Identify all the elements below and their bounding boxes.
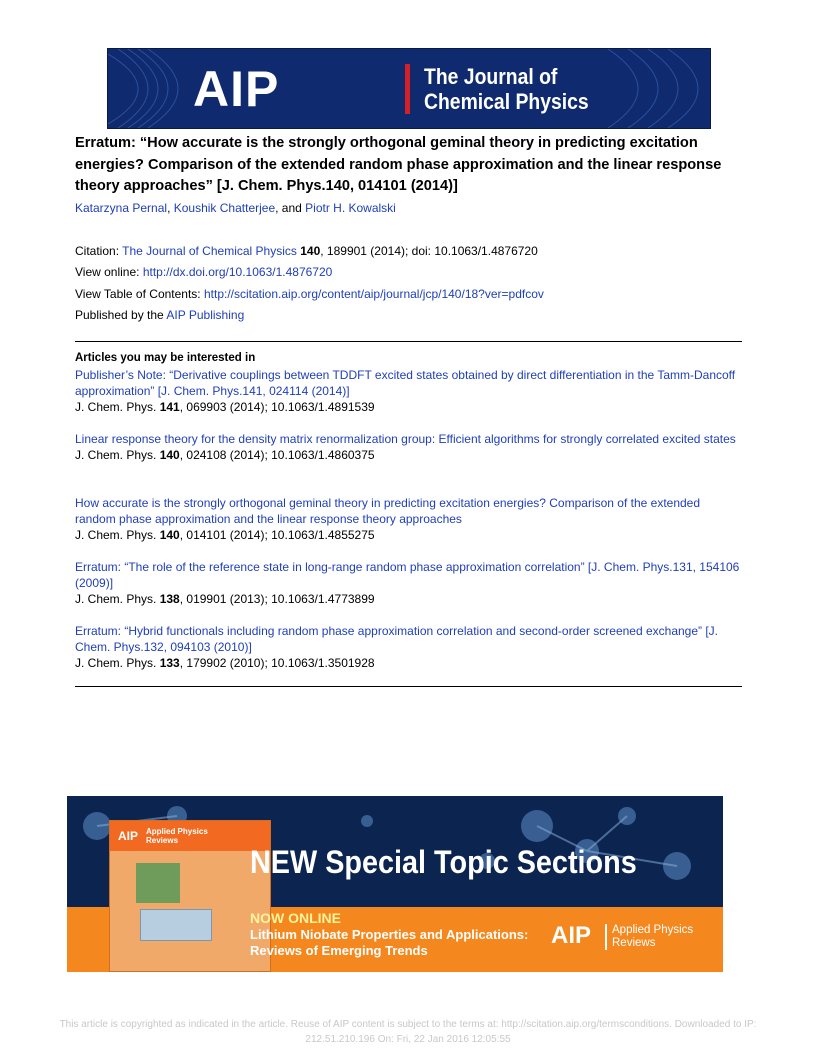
related-journal: J. Chem. Phys. — [75, 528, 160, 542]
ad-aip-logo: AIP — [551, 922, 592, 949]
author-link[interactable]: Piotr H. Kowalski — [305, 201, 396, 215]
cover-name-line1: Applied Physics — [146, 827, 208, 836]
related-citation — [75, 591, 742, 607]
cover-logo: AIP — [118, 829, 139, 843]
citation-label: Citation: — [75, 244, 123, 258]
cover-name-line2: Reviews — [146, 836, 179, 845]
related-title-link[interactable]: Erratum: “Hybrid functionals including random phase approximation correlation and second-order screened exchange” [J. Chem. Phys.132, 094103 (2010)] — [75, 624, 719, 654]
footer-line1: This article is copyrighted as indicated in the article. Reuse of AIP content is subject to the terms at: http://scitation.aip.org/termsconditions. Downloaded to IP: — [59, 1019, 757, 1030]
author-separator: , and — [275, 201, 306, 215]
related-volume: 138 — [159, 592, 180, 606]
publisher-link[interactable]: AIP Publishing — [166, 308, 245, 322]
journal-title-line1: The Journal of — [424, 64, 558, 89]
author-link[interactable]: Koushik Chatterjee — [173, 201, 276, 215]
view-online-line — [75, 265, 332, 279]
copyright-footer — [0, 1017, 816, 1047]
related-item — [75, 367, 742, 415]
related-citation — [75, 399, 742, 415]
journal-cover-image — [109, 820, 271, 972]
related-rest: , 019901 (2013); 10.1063/1.4773899 — [179, 592, 375, 606]
related-journal: J. Chem. Phys. — [75, 592, 160, 606]
ad-subtitle-line1: Lithium Niobate Properties and Applications: — [250, 927, 529, 942]
ad-journal-name — [612, 924, 693, 950]
related-item — [75, 431, 742, 463]
cover-journal-name — [146, 827, 208, 845]
advertisement-banner[interactable] — [67, 796, 723, 972]
footer-line2: 212.51.210.196 On: Fri, 22 Jan 2016 12:05:55 — [305, 1034, 511, 1045]
related-citation — [75, 655, 742, 671]
related-citation — [75, 447, 742, 463]
related-item — [75, 559, 742, 607]
doi-link[interactable]: http://dx.doi.org/10.1063/1.4876720 — [142, 265, 333, 279]
citation-line — [75, 244, 538, 258]
related-item — [75, 495, 742, 543]
related-rest: , 024108 (2014); 10.1063/1.4860375 — [179, 448, 375, 462]
related-title-link[interactable]: How accurate is the strongly orthogonal geminal theory in predicting excitation energies? Comparison of the extended random phase approximation and the linear response theory approaches — [75, 496, 701, 526]
related-title-link[interactable]: Erratum: “The role of the reference state in long-range random phase approximation correlation” [J. Chem. Phys.131, 154106 (2009)] — [75, 560, 740, 590]
published-label: Published by the — [75, 308, 167, 322]
ad-name-line2: Reviews — [612, 937, 656, 949]
ad-headline: NEW Special Topic Sections — [250, 844, 637, 880]
divider — [75, 341, 742, 342]
related-rest: , 069903 (2014); 10.1063/1.4891539 — [179, 400, 375, 414]
toc-link[interactable]: http://scitation.aip.org/content/aip/journal/jcp/140/18?ver=pdfcov — [203, 287, 544, 301]
journal-title-line2: Chemical Physics — [424, 89, 589, 114]
ad-name-line1: Applied Physics — [612, 924, 694, 936]
related-rest: , 179902 (2010); 10.1063/1.3501928 — [179, 656, 375, 670]
related-journal: J. Chem. Phys. — [75, 656, 160, 670]
related-citation — [75, 527, 742, 543]
cover-figure — [136, 863, 180, 903]
article-title: Erratum: “How accurate is the strongly orthogonal geminal theory in predicting excitation energies? Comparison of the extended random phase approximation and the linear response theory approaches” [J. Chem. Phys.140, 014101 (2014)] — [75, 135, 722, 194]
journal-link[interactable]: The Journal of Chemical Physics — [122, 244, 297, 258]
related-volume: 133 — [159, 656, 180, 670]
author-list — [75, 201, 396, 215]
citation-volume: 140 — [300, 244, 321, 258]
ad-logo-divider — [605, 924, 607, 950]
ad-now-online: NOW ONLINE — [250, 910, 341, 926]
related-rest: , 014101 (2014); 10.1063/1.4855275 — [179, 528, 375, 542]
related-volume: 140 — [159, 448, 180, 462]
author-link[interactable]: Katarzyna Pernal — [75, 201, 168, 215]
related-volume: 141 — [159, 400, 180, 414]
related-journal: J. Chem. Phys. — [75, 400, 160, 414]
related-title-link[interactable]: Linear response theory for the density matrix renormalization group: Efficient algorithms for strongly correlated excited states — [75, 432, 736, 446]
citation-rest: , 189901 (2014); doi: 10.1063/1.4876720 — [320, 244, 538, 258]
cover-figure — [140, 909, 212, 941]
toc-line — [75, 287, 544, 301]
ad-subtitle-line2: Reviews of Emerging Trends — [250, 943, 428, 958]
journal-banner[interactable] — [107, 48, 711, 129]
related-journal: J. Chem. Phys. — [75, 448, 160, 462]
related-volume: 140 — [159, 528, 180, 542]
publisher-line — [75, 308, 244, 322]
author-separator: , — [167, 201, 174, 215]
related-heading: Articles you may be interested in — [75, 352, 256, 364]
aip-logo: AIP — [193, 61, 280, 117]
related-item — [75, 623, 742, 671]
related-title-link[interactable]: Publisher’s Note: “Derivative couplings between TDDFT excited states obtained by direct differentiation in the Tamm-Dancoff approximation” [J. Chem. Phys.141, 024114 (2014)] — [75, 368, 736, 398]
divider — [75, 686, 742, 687]
journal-title — [424, 64, 589, 114]
logo-divider — [405, 64, 410, 114]
toc-label: View Table of Contents: — [75, 287, 204, 301]
view-online-label: View online: — [75, 265, 143, 279]
ad-subtitle — [250, 927, 528, 959]
